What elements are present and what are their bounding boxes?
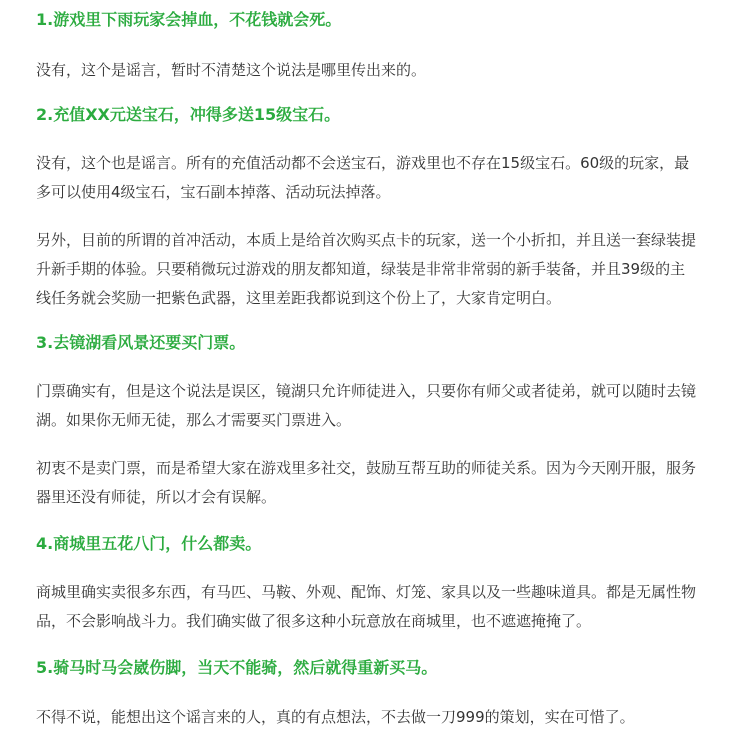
section-heading-4: 4.商城里五花八门，什么都卖。 [36, 534, 262, 553]
section-heading-1: 1.游戏里下雨玩家会掉血，不花钱就会死。 [36, 10, 342, 29]
section-heading-2: 2.充值XX元送宝石，冲得多送15级宝石。 [36, 105, 341, 124]
section-4-paragraph-1: 商城里确实卖很多东西，有马匹、马鞍、外观、配饰、灯笼、家具以及一些趣味道具。都是无属性物品，不会影响战斗力。我们确实做了很多这种小玩意放在商城里，也不遮遮掩掩了。 [36, 583, 697, 630]
section-3-paragraph-2: 初衷不是卖门票，而是希望大家在游戏里多社交，鼓励互帮互助的师徒关系。因为今天刚开服，服务器里还没有师徒，所以才会有误解。 [36, 459, 697, 506]
section-1-paragraph-1: 没有，这个是谣言，暂时不清楚这个说法是哪里传出来的。 [36, 61, 427, 79]
section-heading-3: 3.去镜湖看风景还要买门票。 [36, 333, 246, 352]
section-2-paragraph-2: 另外，目前的所谓的首冲活动，本质上是给首次购买点卡的玩家，送一个小折扣，并且送一套绿装提升新手期的体验。只要稍微玩过游戏的朋友都知道，绿装是非常非常弱的新手装备，并且39级的主线任务就会奖励一把紫色武器，这里差距我都说到这个份上了，大家肯定明白。 [36, 231, 697, 307]
section-heading-5: 5.骑马时马会崴伤脚，当天不能骑，然后就得重新买马。 [36, 658, 438, 677]
section-5-paragraph-1: 不得不说，能想出这个谣言来的人，真的有点想法，不去做一刀999的策划，实在可惜了。 [36, 708, 635, 726]
section-2-paragraph-1: 没有，这个也是谣言。所有的充值活动都不会送宝石，游戏里也不存在15级宝石。60级的玩家，最多可以使用4级宝石，宝石副本掉落、活动玩法掉落。 [36, 154, 690, 201]
section-3-paragraph-1: 门票确实有，但是这个说法是误区，镜湖只允许师徒进入，只要你有师父或者徒弟，就可以随时去镜湖。如果你无师无徒，那么才需要买门票进入。 [36, 382, 697, 429]
